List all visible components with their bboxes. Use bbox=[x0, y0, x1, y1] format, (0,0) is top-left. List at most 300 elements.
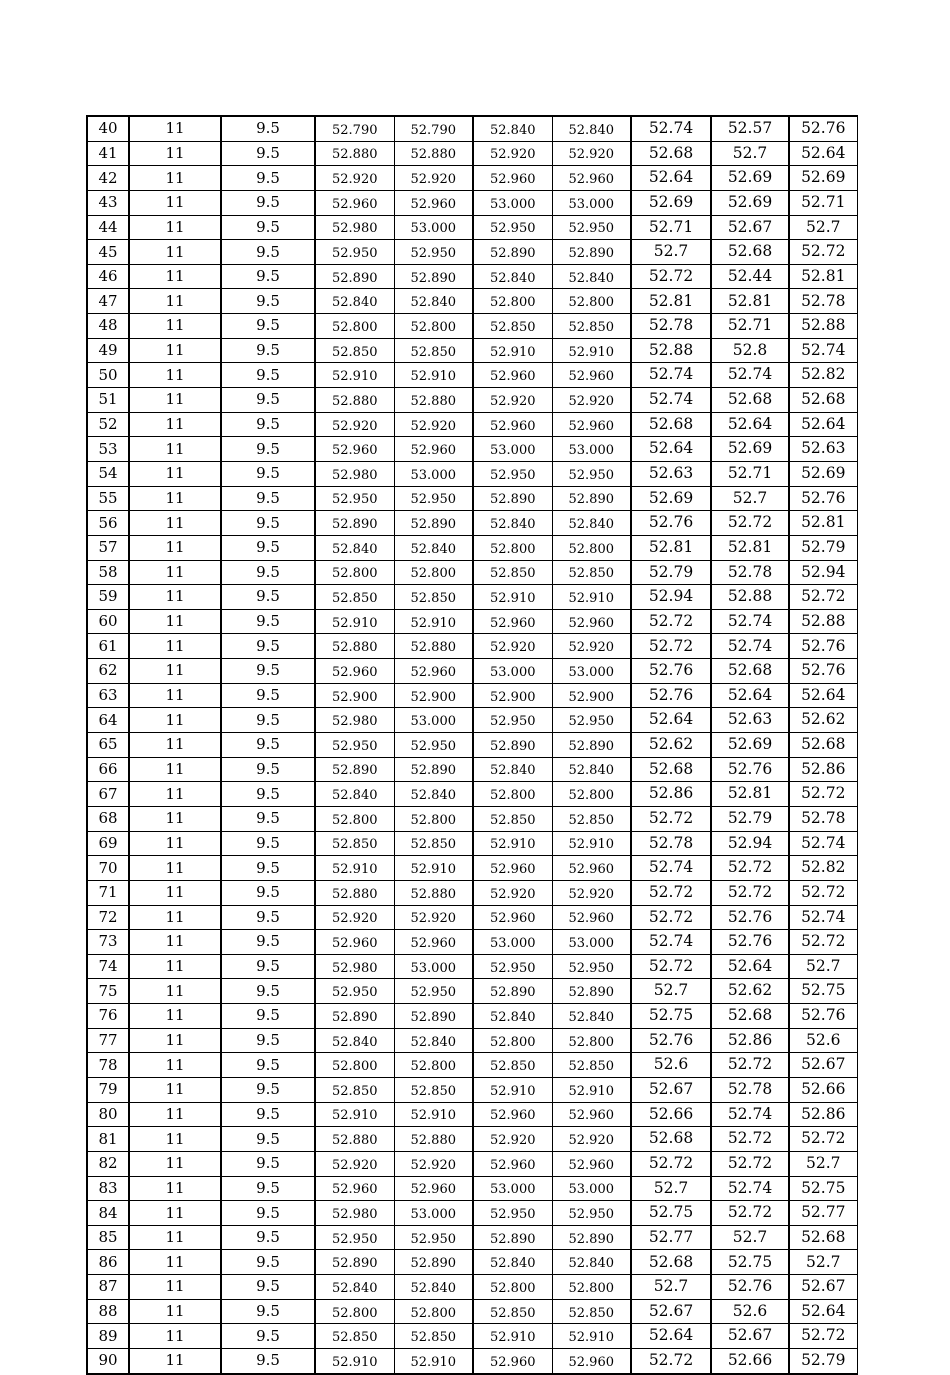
col4-cell: 52.950 bbox=[315, 486, 394, 511]
col8-cell: 52.94 bbox=[631, 585, 711, 610]
col8-cell: 52.76 bbox=[631, 659, 711, 684]
col9-cell: 52.68 bbox=[711, 659, 789, 684]
col8-cell: 52.67 bbox=[631, 1077, 711, 1102]
table-row bbox=[87, 905, 857, 930]
row-index-cell: 62 bbox=[87, 659, 129, 684]
row-index-cell: 48 bbox=[87, 314, 129, 339]
col10-cell: 52.64 bbox=[789, 141, 857, 166]
table-row bbox=[87, 535, 857, 560]
table-row bbox=[87, 1176, 857, 1201]
col6-cell: 52.960 bbox=[473, 166, 552, 191]
col8-cell: 52.76 bbox=[631, 511, 711, 536]
row-index-cell: 66 bbox=[87, 757, 129, 782]
value-9-5-cell: 9.5 bbox=[221, 1053, 315, 1078]
col8-cell: 52.66 bbox=[631, 1102, 711, 1127]
col5-cell: 52.840 bbox=[394, 289, 473, 314]
col5-cell: 52.850 bbox=[394, 1324, 473, 1349]
col6-cell: 53.000 bbox=[473, 1176, 552, 1201]
col8-cell: 52.74 bbox=[631, 363, 711, 388]
col8-cell: 52.64 bbox=[631, 708, 711, 733]
col10-cell: 52.74 bbox=[789, 831, 857, 856]
row-index-cell: 87 bbox=[87, 1275, 129, 1300]
col10-cell: 52.79 bbox=[789, 535, 857, 560]
col9-cell: 52.69 bbox=[711, 190, 789, 215]
col4-cell: 52.960 bbox=[315, 930, 394, 955]
col4-cell: 52.950 bbox=[315, 733, 394, 758]
col4-cell: 52.910 bbox=[315, 1102, 394, 1127]
col6-cell: 52.800 bbox=[473, 1275, 552, 1300]
table-row bbox=[87, 930, 857, 955]
table-row bbox=[87, 1225, 857, 1250]
table-row bbox=[87, 461, 857, 486]
col8-cell: 52.72 bbox=[631, 880, 711, 905]
row-index-cell: 41 bbox=[87, 141, 129, 166]
col6-cell: 52.840 bbox=[473, 1250, 552, 1275]
col7-cell: 52.960 bbox=[552, 609, 631, 634]
value-9-5-cell: 9.5 bbox=[221, 314, 315, 339]
table-row bbox=[87, 880, 857, 905]
col4-cell: 52.850 bbox=[315, 1077, 394, 1102]
table-row bbox=[87, 683, 857, 708]
row-index-cell: 53 bbox=[87, 437, 129, 462]
col4-cell: 52.790 bbox=[315, 116, 394, 141]
col6-cell: 53.000 bbox=[473, 190, 552, 215]
col8-cell: 52.71 bbox=[631, 215, 711, 240]
col6-cell: 52.960 bbox=[473, 1349, 552, 1374]
value-9-5-cell: 9.5 bbox=[221, 757, 315, 782]
col8-cell: 52.81 bbox=[631, 535, 711, 560]
value-11-cell: 11 bbox=[129, 240, 221, 265]
table-row bbox=[87, 215, 857, 240]
value-11-cell: 11 bbox=[129, 930, 221, 955]
col7-cell: 52.960 bbox=[552, 1349, 631, 1374]
value-9-5-cell: 9.5 bbox=[221, 659, 315, 684]
value-11-cell: 11 bbox=[129, 314, 221, 339]
value-11-cell: 11 bbox=[129, 1127, 221, 1152]
row-index-cell: 57 bbox=[87, 535, 129, 560]
table-row bbox=[87, 289, 857, 314]
col10-cell: 52.67 bbox=[789, 1275, 857, 1300]
col7-cell: 52.960 bbox=[552, 905, 631, 930]
col10-cell: 52.94 bbox=[789, 560, 857, 585]
col10-cell: 52.78 bbox=[789, 806, 857, 831]
col4-cell: 52.800 bbox=[315, 1053, 394, 1078]
col4-cell: 52.960 bbox=[315, 659, 394, 684]
col6-cell: 52.850 bbox=[473, 1053, 552, 1078]
col4-cell: 52.890 bbox=[315, 757, 394, 782]
col7-cell: 52.910 bbox=[552, 585, 631, 610]
data-table bbox=[86, 115, 858, 1375]
col4-cell: 52.880 bbox=[315, 634, 394, 659]
row-index-cell: 54 bbox=[87, 461, 129, 486]
table-row bbox=[87, 1127, 857, 1152]
col7-cell: 52.890 bbox=[552, 979, 631, 1004]
col5-cell: 52.950 bbox=[394, 733, 473, 758]
col5-cell: 53.000 bbox=[394, 461, 473, 486]
col10-cell: 52.7 bbox=[789, 215, 857, 240]
col4-cell: 52.850 bbox=[315, 831, 394, 856]
col5-cell: 52.850 bbox=[394, 585, 473, 610]
col6-cell: 52.960 bbox=[473, 905, 552, 930]
col9-cell: 52.67 bbox=[711, 215, 789, 240]
col5-cell: 53.000 bbox=[394, 215, 473, 240]
value-11-cell: 11 bbox=[129, 609, 221, 634]
value-11-cell: 11 bbox=[129, 1004, 221, 1029]
col5-cell: 52.910 bbox=[394, 1349, 473, 1374]
col6-cell: 52.910 bbox=[473, 1324, 552, 1349]
col10-cell: 52.7 bbox=[789, 1250, 857, 1275]
col7-cell: 53.000 bbox=[552, 190, 631, 215]
col4-cell: 52.910 bbox=[315, 856, 394, 881]
value-11-cell: 11 bbox=[129, 659, 221, 684]
col6-cell: 53.000 bbox=[473, 930, 552, 955]
table-row bbox=[87, 1102, 857, 1127]
col7-cell: 52.920 bbox=[552, 388, 631, 413]
col9-cell: 52.72 bbox=[711, 880, 789, 905]
col4-cell: 52.980 bbox=[315, 215, 394, 240]
col5-cell: 53.000 bbox=[394, 708, 473, 733]
col4-cell: 52.880 bbox=[315, 141, 394, 166]
col10-cell: 52.68 bbox=[789, 388, 857, 413]
col9-cell: 52.74 bbox=[711, 1176, 789, 1201]
value-11-cell: 11 bbox=[129, 141, 221, 166]
col10-cell: 52.76 bbox=[789, 1004, 857, 1029]
col5-cell: 52.920 bbox=[394, 166, 473, 191]
col9-cell: 52.74 bbox=[711, 363, 789, 388]
col7-cell: 52.840 bbox=[552, 511, 631, 536]
col7-cell: 52.800 bbox=[552, 782, 631, 807]
col9-cell: 52.79 bbox=[711, 806, 789, 831]
table-row bbox=[87, 1201, 857, 1226]
row-index-cell: 67 bbox=[87, 782, 129, 807]
row-index-cell: 61 bbox=[87, 634, 129, 659]
col6-cell: 52.850 bbox=[473, 806, 552, 831]
value-11-cell: 11 bbox=[129, 1250, 221, 1275]
value-9-5-cell: 9.5 bbox=[221, 1225, 315, 1250]
col10-cell: 52.78 bbox=[789, 289, 857, 314]
col9-cell: 52.57 bbox=[711, 116, 789, 141]
value-9-5-cell: 9.5 bbox=[221, 461, 315, 486]
col7-cell: 52.920 bbox=[552, 141, 631, 166]
col8-cell: 52.68 bbox=[631, 412, 711, 437]
col9-cell: 52.76 bbox=[711, 1275, 789, 1300]
table-row bbox=[87, 511, 857, 536]
value-9-5-cell: 9.5 bbox=[221, 1275, 315, 1300]
col4-cell: 52.920 bbox=[315, 412, 394, 437]
col8-cell: 52.74 bbox=[631, 856, 711, 881]
col8-cell: 52.76 bbox=[631, 683, 711, 708]
col8-cell: 52.79 bbox=[631, 560, 711, 585]
table-row bbox=[87, 585, 857, 610]
col9-cell: 52.81 bbox=[711, 289, 789, 314]
col8-cell: 52.68 bbox=[631, 1127, 711, 1152]
col5-cell: 52.800 bbox=[394, 806, 473, 831]
value-9-5-cell: 9.5 bbox=[221, 1077, 315, 1102]
table-row bbox=[87, 1053, 857, 1078]
table-row bbox=[87, 708, 857, 733]
col5-cell: 52.850 bbox=[394, 831, 473, 856]
value-9-5-cell: 9.5 bbox=[221, 116, 315, 141]
col7-cell: 53.000 bbox=[552, 659, 631, 684]
col6-cell: 52.840 bbox=[473, 264, 552, 289]
col10-cell: 52.79 bbox=[789, 1349, 857, 1374]
row-index-cell: 80 bbox=[87, 1102, 129, 1127]
col9-cell: 52.63 bbox=[711, 708, 789, 733]
value-9-5-cell: 9.5 bbox=[221, 954, 315, 979]
col6-cell: 52.950 bbox=[473, 461, 552, 486]
col9-cell: 52.71 bbox=[711, 461, 789, 486]
col10-cell: 52.7 bbox=[789, 954, 857, 979]
value-11-cell: 11 bbox=[129, 388, 221, 413]
col5-cell: 52.960 bbox=[394, 659, 473, 684]
table-row bbox=[87, 1151, 857, 1176]
col10-cell: 52.88 bbox=[789, 609, 857, 634]
col7-cell: 52.890 bbox=[552, 733, 631, 758]
col6-cell: 52.800 bbox=[473, 289, 552, 314]
value-11-cell: 11 bbox=[129, 1324, 221, 1349]
col8-cell: 52.78 bbox=[631, 831, 711, 856]
col4-cell: 52.890 bbox=[315, 1250, 394, 1275]
row-index-cell: 88 bbox=[87, 1299, 129, 1324]
value-11-cell: 11 bbox=[129, 880, 221, 905]
col8-cell: 52.68 bbox=[631, 1250, 711, 1275]
col5-cell: 52.960 bbox=[394, 1176, 473, 1201]
col5-cell: 52.950 bbox=[394, 486, 473, 511]
col6-cell: 52.890 bbox=[473, 240, 552, 265]
table-row bbox=[87, 659, 857, 684]
col8-cell: 52.75 bbox=[631, 1201, 711, 1226]
col7-cell: 52.850 bbox=[552, 314, 631, 339]
col4-cell: 52.840 bbox=[315, 289, 394, 314]
col9-cell: 52.81 bbox=[711, 535, 789, 560]
col10-cell: 52.71 bbox=[789, 190, 857, 215]
row-index-cell: 47 bbox=[87, 289, 129, 314]
table-row bbox=[87, 412, 857, 437]
col5-cell: 52.890 bbox=[394, 264, 473, 289]
col6-cell: 52.840 bbox=[473, 116, 552, 141]
col9-cell: 52.72 bbox=[711, 856, 789, 881]
col7-cell: 52.800 bbox=[552, 1028, 631, 1053]
col5-cell: 52.790 bbox=[394, 116, 473, 141]
col4-cell: 52.980 bbox=[315, 461, 394, 486]
row-index-cell: 82 bbox=[87, 1151, 129, 1176]
col4-cell: 52.890 bbox=[315, 1004, 394, 1029]
table-row bbox=[87, 782, 857, 807]
col10-cell: 52.64 bbox=[789, 683, 857, 708]
col6-cell: 52.850 bbox=[473, 314, 552, 339]
value-11-cell: 11 bbox=[129, 1053, 221, 1078]
value-9-5-cell: 9.5 bbox=[221, 1127, 315, 1152]
col4-cell: 52.980 bbox=[315, 708, 394, 733]
col4-cell: 52.920 bbox=[315, 905, 394, 930]
col10-cell: 52.72 bbox=[789, 880, 857, 905]
col5-cell: 52.890 bbox=[394, 1250, 473, 1275]
col8-cell: 52.62 bbox=[631, 733, 711, 758]
col10-cell: 52.81 bbox=[789, 511, 857, 536]
table-row bbox=[87, 190, 857, 215]
col8-cell: 52.72 bbox=[631, 905, 711, 930]
col7-cell: 52.960 bbox=[552, 412, 631, 437]
col4-cell: 52.900 bbox=[315, 683, 394, 708]
col7-cell: 52.960 bbox=[552, 166, 631, 191]
col5-cell: 52.950 bbox=[394, 979, 473, 1004]
value-11-cell: 11 bbox=[129, 1176, 221, 1201]
col6-cell: 52.950 bbox=[473, 1201, 552, 1226]
table-row bbox=[87, 954, 857, 979]
col7-cell: 52.950 bbox=[552, 461, 631, 486]
col8-cell: 52.81 bbox=[631, 289, 711, 314]
value-9-5-cell: 9.5 bbox=[221, 856, 315, 881]
col6-cell: 52.900 bbox=[473, 683, 552, 708]
row-index-cell: 59 bbox=[87, 585, 129, 610]
col9-cell: 52.72 bbox=[711, 1127, 789, 1152]
table-row bbox=[87, 979, 857, 1004]
col4-cell: 52.880 bbox=[315, 1127, 394, 1152]
col10-cell: 52.82 bbox=[789, 363, 857, 388]
value-9-5-cell: 9.5 bbox=[221, 215, 315, 240]
col8-cell: 52.74 bbox=[631, 388, 711, 413]
col4-cell: 52.840 bbox=[315, 1275, 394, 1300]
table-row bbox=[87, 116, 857, 141]
table-row bbox=[87, 1077, 857, 1102]
col5-cell: 52.880 bbox=[394, 141, 473, 166]
table-row bbox=[87, 264, 857, 289]
col5-cell: 52.840 bbox=[394, 535, 473, 560]
col8-cell: 52.72 bbox=[631, 1151, 711, 1176]
row-index-cell: 51 bbox=[87, 388, 129, 413]
col9-cell: 52.66 bbox=[711, 1349, 789, 1374]
col7-cell: 52.920 bbox=[552, 634, 631, 659]
col7-cell: 52.890 bbox=[552, 1225, 631, 1250]
value-11-cell: 11 bbox=[129, 116, 221, 141]
value-11-cell: 11 bbox=[129, 757, 221, 782]
col10-cell: 52.74 bbox=[789, 905, 857, 930]
value-9-5-cell: 9.5 bbox=[221, 511, 315, 536]
col10-cell: 52.72 bbox=[789, 1324, 857, 1349]
col4-cell: 52.890 bbox=[315, 511, 394, 536]
col6-cell: 52.910 bbox=[473, 831, 552, 856]
value-9-5-cell: 9.5 bbox=[221, 240, 315, 265]
col5-cell: 52.910 bbox=[394, 609, 473, 634]
col9-cell: 52.64 bbox=[711, 412, 789, 437]
value-11-cell: 11 bbox=[129, 905, 221, 930]
col5-cell: 52.900 bbox=[394, 683, 473, 708]
col8-cell: 52.64 bbox=[631, 437, 711, 462]
col4-cell: 52.800 bbox=[315, 806, 394, 831]
value-11-cell: 11 bbox=[129, 1151, 221, 1176]
col10-cell: 52.77 bbox=[789, 1201, 857, 1226]
col8-cell: 52.88 bbox=[631, 338, 711, 363]
value-11-cell: 11 bbox=[129, 856, 221, 881]
col5-cell: 52.910 bbox=[394, 363, 473, 388]
col6-cell: 52.890 bbox=[473, 979, 552, 1004]
col7-cell: 52.840 bbox=[552, 116, 631, 141]
col8-cell: 52.76 bbox=[631, 1028, 711, 1053]
value-11-cell: 11 bbox=[129, 1275, 221, 1300]
col6-cell: 52.960 bbox=[473, 609, 552, 634]
col9-cell: 52.81 bbox=[711, 782, 789, 807]
col9-cell: 52.75 bbox=[711, 1250, 789, 1275]
col7-cell: 52.840 bbox=[552, 757, 631, 782]
col4-cell: 52.800 bbox=[315, 314, 394, 339]
value-9-5-cell: 9.5 bbox=[221, 486, 315, 511]
col4-cell: 52.800 bbox=[315, 560, 394, 585]
col5-cell: 52.920 bbox=[394, 1151, 473, 1176]
value-11-cell: 11 bbox=[129, 831, 221, 856]
col4-cell: 52.840 bbox=[315, 782, 394, 807]
col6-cell: 52.920 bbox=[473, 141, 552, 166]
col5-cell: 52.910 bbox=[394, 1102, 473, 1127]
col7-cell: 52.960 bbox=[552, 1102, 631, 1127]
value-9-5-cell: 9.5 bbox=[221, 535, 315, 560]
row-index-cell: 84 bbox=[87, 1201, 129, 1226]
col10-cell: 52.72 bbox=[789, 1127, 857, 1152]
col9-cell: 52.64 bbox=[711, 954, 789, 979]
value-11-cell: 11 bbox=[129, 1102, 221, 1127]
value-9-5-cell: 9.5 bbox=[221, 806, 315, 831]
col9-cell: 52.69 bbox=[711, 733, 789, 758]
col10-cell: 52.76 bbox=[789, 634, 857, 659]
col8-cell: 52.64 bbox=[631, 1324, 711, 1349]
value-11-cell: 11 bbox=[129, 585, 221, 610]
value-9-5-cell: 9.5 bbox=[221, 141, 315, 166]
col10-cell: 52.86 bbox=[789, 1102, 857, 1127]
table-row bbox=[87, 831, 857, 856]
col5-cell: 52.880 bbox=[394, 1127, 473, 1152]
col4-cell: 52.910 bbox=[315, 1349, 394, 1374]
col4-cell: 52.910 bbox=[315, 363, 394, 388]
col9-cell: 52.62 bbox=[711, 979, 789, 1004]
col9-cell: 52.74 bbox=[711, 634, 789, 659]
col7-cell: 52.950 bbox=[552, 708, 631, 733]
value-11-cell: 11 bbox=[129, 1225, 221, 1250]
col6-cell: 52.840 bbox=[473, 511, 552, 536]
row-index-cell: 75 bbox=[87, 979, 129, 1004]
value-11-cell: 11 bbox=[129, 708, 221, 733]
col9-cell: 52.76 bbox=[711, 757, 789, 782]
col7-cell: 52.920 bbox=[552, 880, 631, 905]
table-row bbox=[87, 856, 857, 881]
col9-cell: 52.7 bbox=[711, 141, 789, 166]
col9-cell: 52.69 bbox=[711, 166, 789, 191]
col5-cell: 52.920 bbox=[394, 905, 473, 930]
row-index-cell: 56 bbox=[87, 511, 129, 536]
value-11-cell: 11 bbox=[129, 1077, 221, 1102]
col6-cell: 52.890 bbox=[473, 486, 552, 511]
value-9-5-cell: 9.5 bbox=[221, 264, 315, 289]
col10-cell: 52.76 bbox=[789, 486, 857, 511]
col10-cell: 52.76 bbox=[789, 659, 857, 684]
value-11-cell: 11 bbox=[129, 535, 221, 560]
value-9-5-cell: 9.5 bbox=[221, 412, 315, 437]
col8-cell: 52.72 bbox=[631, 264, 711, 289]
value-11-cell: 11 bbox=[129, 461, 221, 486]
value-9-5-cell: 9.5 bbox=[221, 683, 315, 708]
col10-cell: 52.75 bbox=[789, 979, 857, 1004]
value-9-5-cell: 9.5 bbox=[221, 609, 315, 634]
col9-cell: 52.78 bbox=[711, 1077, 789, 1102]
row-index-cell: 76 bbox=[87, 1004, 129, 1029]
value-11-cell: 11 bbox=[129, 166, 221, 191]
value-9-5-cell: 9.5 bbox=[221, 190, 315, 215]
value-9-5-cell: 9.5 bbox=[221, 1102, 315, 1127]
col10-cell: 52.88 bbox=[789, 314, 857, 339]
col9-cell: 52.8 bbox=[711, 338, 789, 363]
col7-cell: 52.840 bbox=[552, 264, 631, 289]
col9-cell: 52.72 bbox=[711, 1053, 789, 1078]
col10-cell: 52.64 bbox=[789, 412, 857, 437]
col4-cell: 52.840 bbox=[315, 1028, 394, 1053]
